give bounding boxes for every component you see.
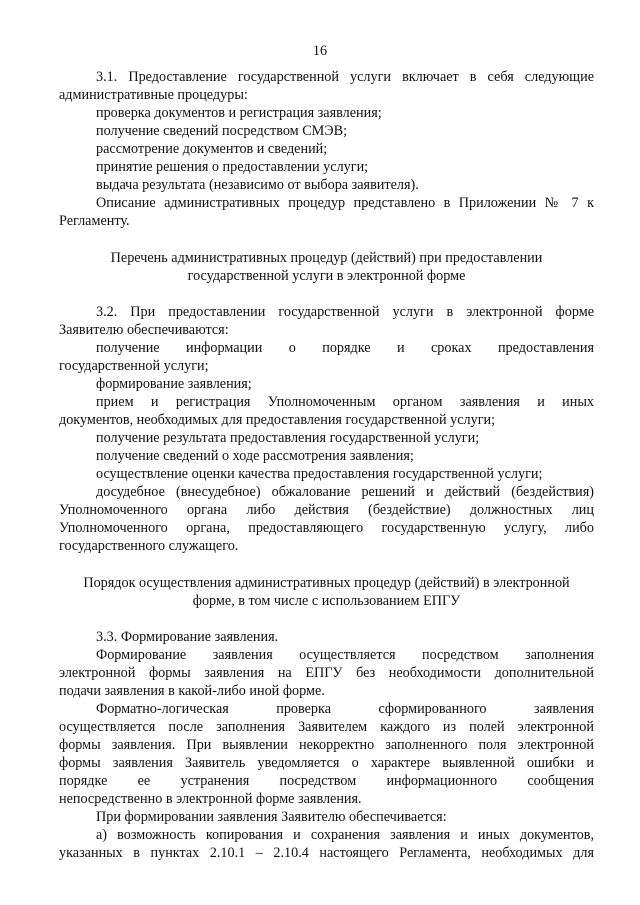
procedure-item: проверка документов и регистрация заявления; bbox=[96, 105, 382, 121]
section-3-3-line: формы заявления. При выявлении некорректно заполненного поля электронной bbox=[59, 737, 594, 753]
section-3-2-line: получение информации о порядке и сроках предоставления bbox=[96, 340, 594, 356]
section-3-2-line: государственной услуги; bbox=[59, 358, 209, 374]
section-3-2-line: получение сведений о ходе рассмотрения заявления; bbox=[96, 448, 414, 464]
section-3-2-line: прием и регистрация Уполномоченным органом заявления и иных bbox=[96, 394, 594, 410]
heading-electronic-procedures-line-2: государственной услуги в электронной форме bbox=[187, 268, 466, 284]
section-3-3-line: непосредственно в электронной форме заявления. bbox=[59, 791, 362, 807]
section-3-2-line: Уполномоченного органа либо действия (бездействие) должностных лиц bbox=[59, 502, 594, 518]
section-3-2-line: получение результата предоставления государственной услуги; bbox=[96, 430, 480, 446]
section-3-3-line: осуществляется после заполнения Заявителем каждого из полей электронной bbox=[59, 719, 594, 735]
page-number: 16 bbox=[312, 43, 328, 59]
procedure-item: принятие решения о предоставлении услуги; bbox=[96, 159, 369, 175]
section-3-3-line: порядке ее устранения посредством информационного сообщения bbox=[59, 773, 594, 789]
procedure-item: рассмотрение документов и сведений; bbox=[96, 141, 328, 157]
procedure-item: выдача результата (независимо от выбора заявителя). bbox=[96, 177, 419, 193]
section-3-3-line: формы заявления Заявитель уведомляется о характере выявленной ошибки и bbox=[59, 755, 594, 771]
section-3-2-line: Уполномоченного органа, предоставляющего государственную услугу, либо bbox=[59, 520, 594, 536]
section-3-3-line: подачи заявления в какой-либо иной форме. bbox=[59, 683, 325, 699]
section-3-2-line: документов, необходимых для предоставления государственной услуги; bbox=[59, 412, 496, 428]
section-3-3-line: указанных в пунктах 2.10.1 – 2.10.4 настоящего Регламента, необходимых для bbox=[59, 845, 594, 861]
section-3-3-line: электронной формы заявления на ЕПГУ без необходимости дополнительной bbox=[59, 665, 594, 681]
section-3-3-title: 3.3. Формирование заявления. bbox=[96, 629, 279, 645]
section-3-3-line: При формировании заявления Заявителю обеспечивается: bbox=[96, 809, 447, 825]
section-3-1-intro-line-1: 3.1. Предоставление государственной услуги включает в себя следующие bbox=[96, 69, 594, 85]
heading-electronic-order-line-2: форме, в том числе с использованием ЕПГУ bbox=[192, 593, 461, 609]
document-body bbox=[59, 68, 594, 862]
section-3-2-line: досудебное (внесудебное) обжалование решений и действий (бездействия) bbox=[96, 484, 594, 500]
procedure-description-line-1: Описание административных процедур представлено в Приложении № 7 к bbox=[96, 195, 594, 211]
section-3-2-line: 3.2. При предоставлении государственной услуги в электронной форме bbox=[96, 304, 594, 320]
procedure-item: получение сведений посредством СМЭВ; bbox=[96, 123, 348, 139]
heading-electronic-procedures-line-1: Перечень административных процедур (действий) при предоставлении bbox=[110, 250, 543, 266]
section-3-2-line: формирование заявления; bbox=[96, 376, 252, 392]
section-3-2-line: осуществление оценки качества предоставления государственной услуги; bbox=[96, 466, 543, 482]
section-3-3-line: а) возможность копирования и сохранения заявления и иных документов, bbox=[96, 827, 594, 843]
section-3-2-line: государственного служащего. bbox=[59, 538, 239, 554]
section-3-1-intro-line-2: административные процедуры: bbox=[59, 87, 248, 103]
section-3-3-line: Форматно-логическая проверка сформированного заявления bbox=[96, 701, 594, 717]
section-3-2-line: Заявителю обеспечиваются: bbox=[59, 322, 229, 338]
heading-electronic-order-line-1: Порядок осуществления административных процедур (действий) в электронной bbox=[83, 575, 570, 591]
procedure-description-line-2: Регламенту. bbox=[59, 213, 130, 229]
section-3-3-line: Формирование заявления осуществляется посредством заполнения bbox=[96, 647, 594, 663]
